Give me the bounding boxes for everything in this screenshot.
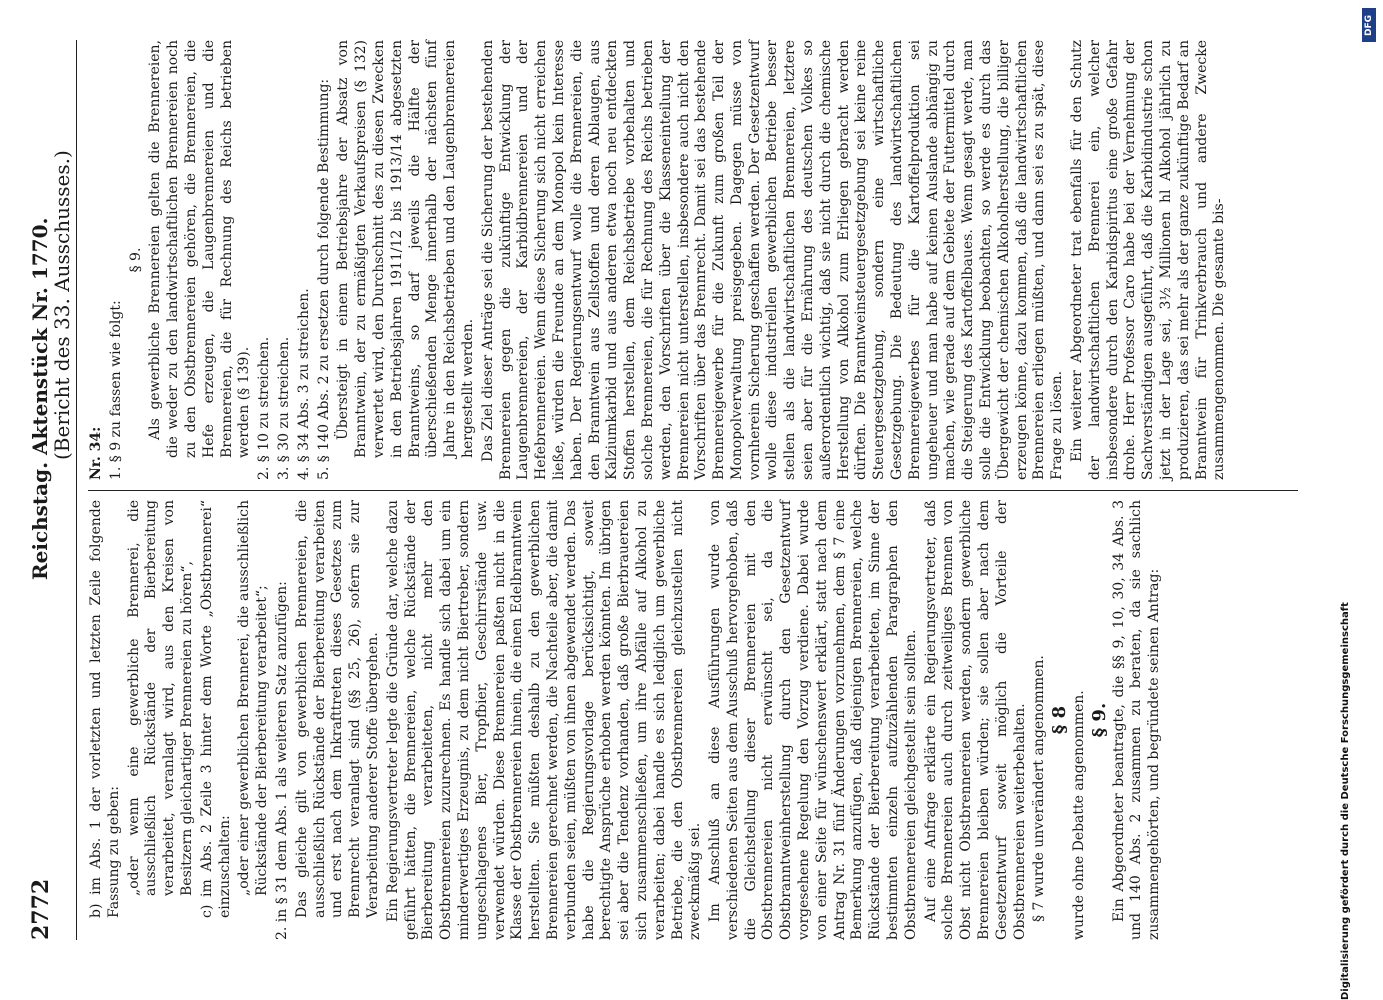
paragraph: 4. § 34 Abs. 3 zu streichen. [295, 288, 312, 480]
paragraph: Ein Regierungsvertreter legte die Gründe dar, welche dazu geführt hätten, die Brennereien, welche Rückstände der Bierbereitung verarbeiteten, nicht mehr den Obstbrennereien zuzurechnen. Es handle sich dabei um ein minderwertiges Erzeugnis, zu dem nicht Biertreber, sondern ungeschlagenes Bier, Tropfbier, Geschirrstände usw. verwendet würden. Diese Brennereien paßten nicht in die Klasse der Obstbrennereien hinein, die einen Edelbranntwein herstellten. Sie müßten deshalb zu den gewerblichen Brennereien gerechnet werden, die Nachteile aber, die damit verbunden seien, müßten von ihnen abgewendet werden. Das habe die Regierungsvorlage berücksichtigt, soweit berechtigte Ansprüche erhoben werden könnten. Im übrigen sei aber die Tendenz vorhanden, daß große Bierbrauereien sich zusammenschließen, um ihre Abfälle auf Alkohol zu verarbeiten; dabei handle es sich lediglich um gewerbliche Betriebe, die den Obstbrennereien gleichzustellen nicht zweckmäßig sei. [384, 500, 704, 940]
section-heading: § 8 [1049, 705, 1071, 735]
credit-text: Digitalisierung gefördert durch die Deutsche Forschungsgemeinschaft [1340, 602, 1351, 1000]
paragraph: Im Anschluß an diese Ausführungen wurde von verschiedenen Seiten aus dem Ausschuß hervorgehoben, daß die Gleichstellung dieser Brennereien mit den Obstbrennereien nicht erwünscht sei, da die Obstbranntweinherstellung durch den Gesetzentwurf vorgesehene Regelung den Vorzug verdiene. Dabei wurde von einer Seite für wünschenswert erklärt, statt nach dem Antrag Nr. 31 fünf Änderungen vorzunehmen, dem § 7 eine Bemerkung anzufügen, daß diejenigen Brennereien, welche Rückstände der Bierbereitung verarbeiteten, im Sinne der bestimmten einzeln aufzuzählenden Paragraphen den Obstbrennereien gleichgestellt sein sollten. [707, 500, 919, 940]
paragraph: 2. § 10 zu streichen. [256, 336, 273, 480]
paragraph: Auf eine Anfrage erklärte ein Regierungsvertreter, daß solche Brennereien auch durch zeitweiliges Brennen von Obst nicht Obstbrennereien werden, sondern gewerbliche Brennereien bleiben würden; sie sollen aber nach dem Gesetzentwurf soweit möglich die Vorteile der Obstbrennereien weiterbehalten. [922, 500, 1028, 940]
paragraph: „oder wenn eine gewerbliche Brennerei, die ausschließlich Rückstände der Bierbereitung verarbeitet, veranlagt wird, aus den Kreisen von Besitzern gleichartiger Brennereien zu hören“, [125, 500, 195, 896]
bericht-heading: (Bericht des 33. Ausschusses.) [50, 150, 74, 460]
sidebar-credit [1340, 0, 1370, 1000]
paragraph: 5. § 140 Abs. 2 zu ersetzen durch folgende Bestimmung: [315, 78, 332, 480]
section-heading: § 9. [127, 247, 144, 273]
paragraph: 3. § 30 zu streichen. [275, 336, 292, 480]
section-heading: § 9. [1088, 702, 1110, 738]
right-column [88, 40, 1231, 480]
paragraph: b) im Abs. 1 der vorletzten und letzten Zeile folgende Fassung zu geben: [88, 500, 122, 918]
paragraph: c) im Abs. 2 Zeile 3 hinter dem Worte „Obstbrennerei“ einzuschalten: [198, 500, 233, 918]
paragraph: 1. § 9 zu fassen wie folgt: [107, 300, 124, 480]
paragraph: Als gewerbliche Brennereien gelten die Brennereien, die weder zu den landwirtschaftlichen Brennereien noch zu den Obstbrennereien gehören, die Brennereien, die Hefe erzeugen, die Laugenbrennereien und die Brennereien, die für Rechnung des Reichs betrieben werden (§ 139). [147, 40, 253, 458]
paragraph: 2. in § 31 dem Abs. 1 als weiteren Satz anzufügen: [273, 581, 290, 940]
paragraph: § 7 wurde unverändert angenommen. [1031, 655, 1048, 922]
paragraph: Ein weiterer Abgeordneter trat ebenfalls für den Schutz der landwirtschaftlichen Brennerei ein, welcher insbesondere durch den Karbidspiritus eine große Gefahr drohe. Herr Professor Caro habe bei der Vernehmung der Sachverständigen ausgeführt, daß die Karbidindustrie schon jetzt in der Lage sei, 3½ Millionen hl Alkohol jährlich zu produzieren, das sei mehr als der ganze zukünftige Bedarf an Branntwein für Trinkverbrauch und andere Zwecke zusammengenommen. Die gesamte bis- [1069, 40, 1228, 480]
reichstag-heading: Reichstag. Aktenstück Nr. 1770. [28, 217, 52, 580]
paragraph: wurde ohne Debatte angenommen. [1071, 690, 1088, 940]
paragraph: Das Ziel dieser Anträge sei die Sicherung der bestehenden Brennereien gegen die zukünftige Entwicklung der Laugenbrennereien, der Karbidbrennereien und der Hefebrennereien. Wenn diese Sicherung sich nicht erreichen ließe, würden die Freunde an dem Monopol kein Interesse haben. Der Regierungsentwurf wolle die Brennereien, die den Branntwein aus Zellstoffen und deren Ablaugen, aus Kalziumkarbid und aus anderen etwa noch neu entdeckten Stoffen herstellen, dem Reichsbetriebe vorbehalten und solche Brennereien, die für Rechnung des Reichs betrieben werden, den Vorschriften über die Klasseneinteilung der Brennereien nicht unterstellen, insbesondere auch nicht den Vorschriften über das Brennrecht. Damit sei das bestehende Brennereigewerbe für die Zukunft zum großen Teil der Monopolverwaltung preisgegeben. Dagegen müsse von vornherein Sicherung geschaffen werden. Der Gesetzentwurf wolle diese industriellen gewerblichen Betriebe besser stellen als die landwirtschaftlichen Brennereien, letztere seien aber für die Ernährung des deutschen Volkes so außerordentlich wichtig, daß sie nicht durch die chemische Herstellung von Alkohol zum Erliegen gebracht werden dürften. Die Branntweinsteuergesetzgebung sei keine reine Steuergesetzgebung, sondern eine wirtschaftliche Gesetzgebung. Die Bedeutung des landwirtschaftlichen Brennereigewerbes für die Kartoffelproduktion sei ungeheuer und man habe auf keinen Auslande abhängig zu machen, wie gerade auf dem Gebiete der Futtermittel durch die Steigerung des Kartoffelbaues. Wenn gesagt werde, man solle die Entwicklung beobachten, so werde es durch das Übergewicht der chemischen Alkoholherstellung, die billiger erzeugen könne, dazu kommen, daß die landwirtschaftlichen Brennereien erliegen müßten, und dann sei es zu spät, diese Frage zu lösen. [479, 40, 1066, 480]
paragraph: Ein Abgeordneter beantragte, die §§ 9, 10, 30, 34 Abs. 3 und 140 Abs. 2 zusammen zu beraten, da sie sachlich zusammengehörten, und begründete seinen Antrag: [1110, 500, 1163, 940]
column-divider [88, 490, 1298, 491]
paragraph: Übersteigt in einem Betriebsjahre der Absatz von Branntwein, der zu ermäßigten Verkaufspreisen (§ 132) verwertet wird, den Durchschnitt des zu diesen Zwecken in den Betriebsjahren 1911/12 bis 1913/14 abgesetzten Branntweins, so darf jeweils die Hälfte der überschießenden Menge innerhalb der nächsten fünf Jahre in den Reichsbetrieben und den Laugenbrennereien hergestellt werden. [335, 40, 476, 458]
paragraph: Nr. 34: [88, 426, 104, 480]
header-rule [76, 40, 77, 940]
paragraph: „oder einer gewerblichen Brennerei, die ausschließlich Rückstände der Bierbereitung verarbeitet“; [236, 500, 271, 896]
paragraph: Das gleiche gilt von gewerblichen Brennereien, die ausschließlich Rückstände der Bierbereitung verarbeiten und erst nach dem Inkrafttreten dieses Gesetzes zum Brennrecht veranlagt sind (§§ 25, 26), sofern sie zur Verarbeitung anderer Stoffe übergehen. [293, 500, 381, 918]
dfg-logo: DFG [1362, 8, 1376, 42]
page-number: 2772 [28, 878, 54, 940]
left-column [88, 500, 1166, 940]
